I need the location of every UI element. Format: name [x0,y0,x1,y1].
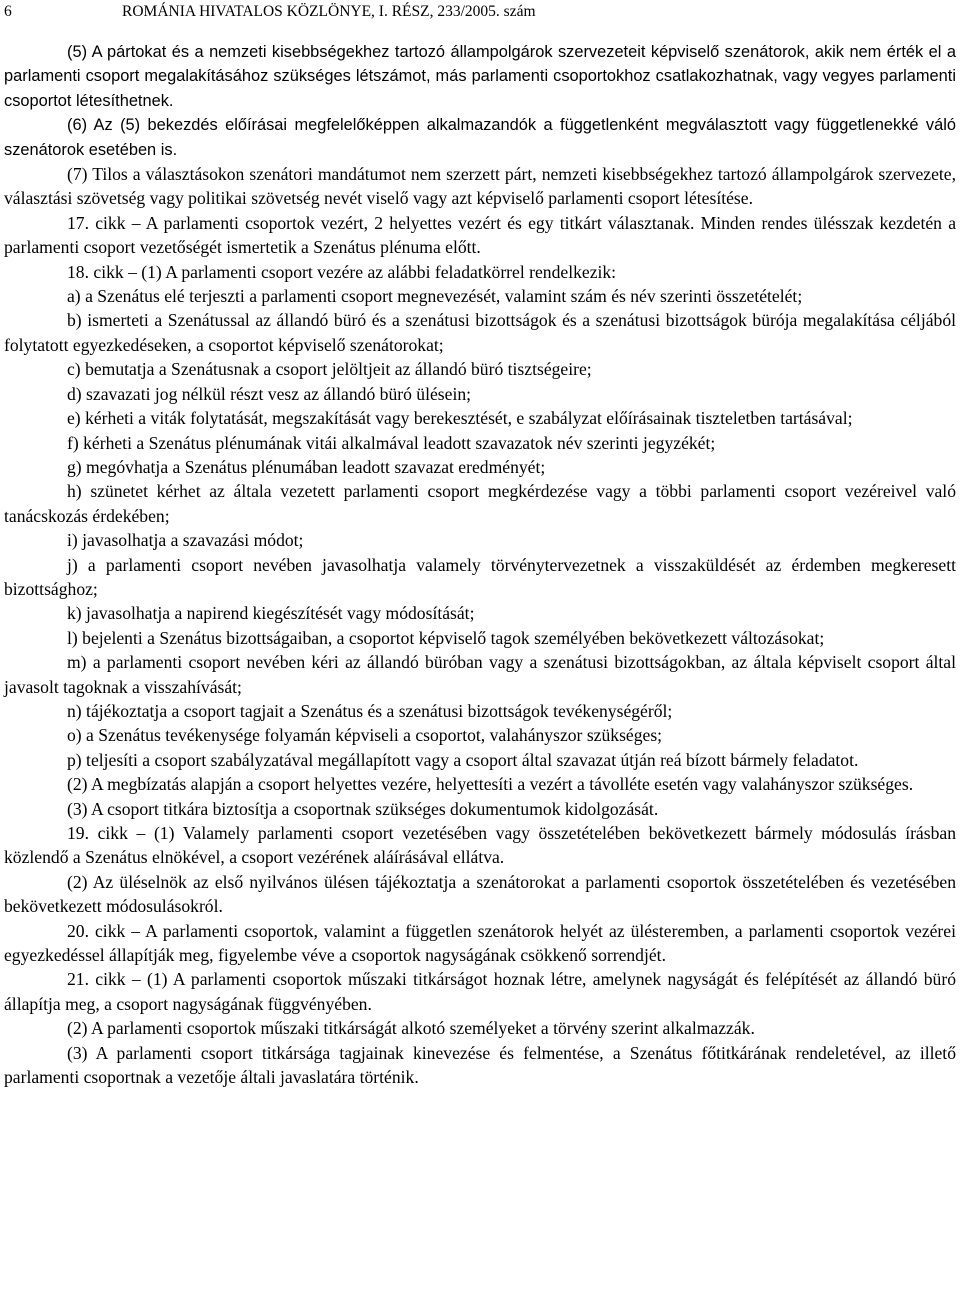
paragraph: (6) Az (5) bekezdés előírásai megfelelőképpen alkalmazandók a függetlenként megválasztott vagy függetlenekké váló szenátorok esetében is. [4,116,956,159]
paragraph: (5) A pártokat és a nemzeti kisebbségekhez tartozó állampolgárok szervezeteit képviselő szenátorok, akik nem érték el a parlamenti csoport megalakításához szükséges létszámot, más parlamenti csoportokhoz csatlakozhatnak, vagy vegyes parlamenti csoportot létesíthetnek. [4,43,956,110]
list-item: p) teljesíti a csoport szabályzatával megállapított vagy a csoport által szavazat útján reá bízott bármely feladatot. [67,749,859,770]
paragraph: 17. cikk – A parlamenti csoportok vezért, 2 helyettes vezért és egy titkárt választanak. Minden rendes ülésszak kezdetén a parlamenti csoport vezetőségét ismertetik a Szenátus plénuma előtt. [4,212,956,258]
list-item: c) bemutatja a Szenátusnak a csoport jelöltjeit az állandó büró tisztségeire; [67,359,592,380]
page-number: 6 [4,3,12,20]
paragraph: 18. cikk – (1) A parlamenti csoport vezére az alábbi feladatkörrel rendelkezik: [67,261,617,282]
list-item: j) a parlamenti csoport nevében javasolhatja valamely törvénytervezetnek a visszaküldését az érdemben megkeresett bizottsághoz; [4,554,956,599]
list-item: l) bejelenti a Szenátus bizottságaiban, a csoportot képviselő tagok személyében bekövetkezett változásokat; [67,627,825,648]
paragraph: (3) A parlamenti csoport titkársága tagjainak kinevezése és felmentése, a Szenátus főtitkárának rendeletével, az illető parlamenti csoportnak a vezetője általi javaslatára történik. [4,1042,956,1088]
list-item: b) ismerteti a Szenátussal az állandó büró és a szenátusi bizottságok és a szenátusi bizottságok bürója megalakítása céljából folytatott egyezkedéseken, a csoportot képviselő szenátorokat; [4,310,956,355]
running-title: ROMÁNIA HIVATALOS KÖZLÖNYE, I. RÉSZ, 233/2005. szám [122,3,536,20]
list-item: f) kérheti a Szenátus plénumának vitái alkalmával leadott szavazatok név szerinti jegyzékét; [67,432,716,453]
list-item: i) javasolhatja a szavazási módot; [67,530,304,551]
list-item: g) megóvhatja a Szenátus plénumában leadott szavazat eredményét; [67,456,546,477]
list-item: a) a Szenátus elé terjeszti a parlamenti csoport megnevezését, valamint szám és név szerinti összetételét; [67,286,803,307]
list-item: e) kérheti a viták folytatását, megszakítását vagy berekesztését, e szabályzat előírásainak tiszteletben tartásával; [67,408,853,429]
paragraph: (2) A parlamenti csoportok műszaki titkárságát alkotó személyeket a törvény szerint alkalmazzák. [67,1018,755,1039]
paragraph: (7) Tilos a választásokon szenátori mandátumot nem szerzett párt, nemzeti kisebbségekhez tartozó állampolgárok szervezete, választási szövetség vagy politikai szövetség nevét viselő vagy azt képviselő parlamenti csoport létesítése. [4,164,956,209]
paragraph: (2) Az üléselnök az első nyilvános ülésen tájékoztatja a szenátorokat a parlamenti csoportok összetételében és vezetésében bekövetkezett módosulásokról. [4,871,956,917]
list-item: d) szavazati jog nélkül részt vesz az állandó büró ülésein; [67,383,472,404]
paragraph: (3) A csoport titkára biztosítja a csoportnak szükséges dokumentumok kidolgozását. [67,798,659,819]
list-item: m) a parlamenti csoport nevében kéri az állandó büróban vagy a szenátusi bizottságokban, az általa képviselt csoport által javasolt tagoknak a visszahívását; [4,652,956,697]
list-item: k) javasolhatja a napirend kiegészítését vagy módosítását; [67,603,475,624]
body-text [4,40,956,1089]
list-item: n) tájékoztatja a csoport tagjait a Szenátus és a szenátusi bizottságok tevékenységéről; [67,700,673,721]
paragraph: (2) A megbízatás alapján a csoport helyettes vezére, helyettesíti a vezért a távolléte esetén vagy valahányszor szükséges. [67,774,914,795]
paragraph: 19. cikk – (1) Valamely parlamenti csoport vezetésében vagy összetételében bekövetkezett bármely módosulás írásban közlendő a Szenátus elnökével, a csoport vezérének aláírásával ellátva. [4,823,956,868]
list-item: h) szünetet kérhet az általa vezetett parlamenti csoport megkérdezése vagy a többi parlamenti csoport vezéreivel való tanácskozás érdekében; [4,481,956,526]
page-header [4,2,956,22]
paragraph: 20. cikk – A parlamenti csoportok, valamint a független szenátorok helyét az ülésteremben, a parlamenti csoportok vezérei egyezkedéssel állapítják meg, figyelembe véve a csoportok nagyságának csökkenő sorrendjét. [4,920,956,966]
paragraph: 21. cikk – (1) A parlamenti csoportok műszaki titkárságot hoznak létre, amelynek nagyságát és felépítését az állandó büró állapítja meg, a csoport nagyságának függvényében. [4,969,956,1014]
list-item: o) a Szenátus tevékenysége folyamán képviseli a csoportot, valahányszor szükséges; [67,725,663,746]
document-page [4,0,956,1088]
